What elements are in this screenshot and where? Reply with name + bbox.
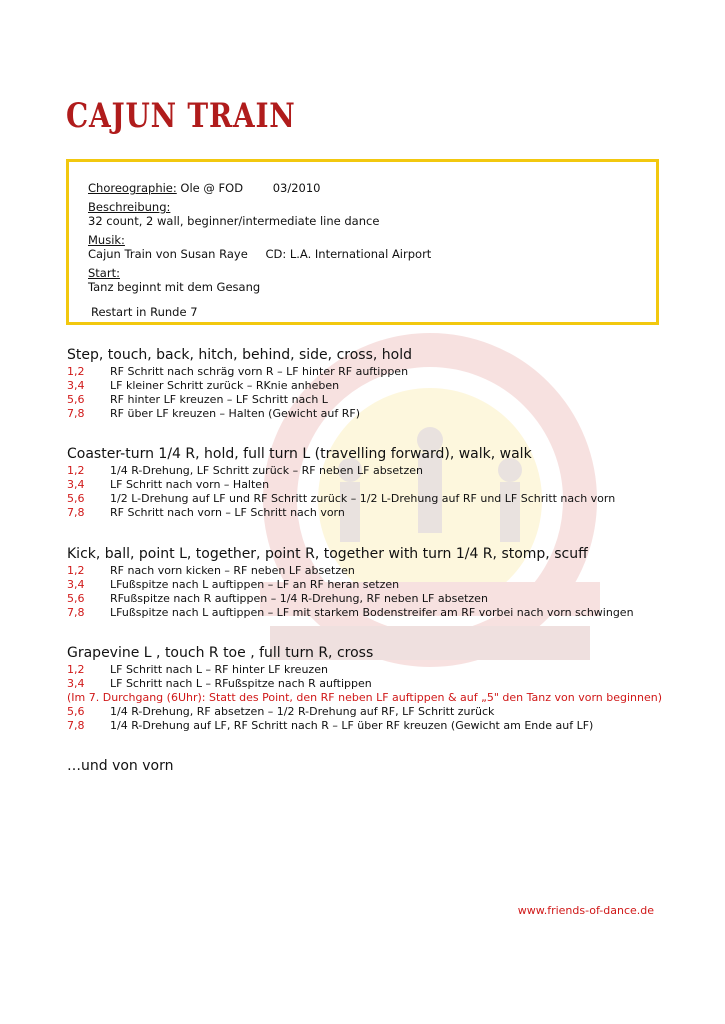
choreography-row xyxy=(88,181,321,195)
step-count: 3,4 xyxy=(67,677,85,690)
step-row xyxy=(67,407,707,421)
step-text: 1/4 R-Drehung, RF absetzen – 1/2 R-Drehung auf RF, LF Schritt zurück xyxy=(110,705,495,718)
website-link[interactable]: www.friends-of-dance.de xyxy=(517,904,654,917)
step-text: LF Schritt nach vorn – Halten xyxy=(110,478,270,491)
start-value: Tanz beginnt mit dem Gesang xyxy=(88,280,261,294)
step-text: RF nach vorn kicken – RF neben LF absetzen xyxy=(110,564,355,577)
step-row xyxy=(67,393,707,407)
music-label: Musik: xyxy=(88,233,125,247)
step-count: 7,8 xyxy=(67,407,85,420)
info-box xyxy=(66,159,659,325)
step-row xyxy=(67,379,707,393)
step-count: 3,4 xyxy=(67,379,85,392)
restart-instruction: (Im 7. Durchgang (6Uhr): Statt des Point, den RF neben LF auftippen & auf „5" den Tanz von vorn beginnen) xyxy=(67,691,662,704)
step-section-1 xyxy=(67,346,707,421)
choreography-label: Choreographie: xyxy=(88,181,177,195)
step-row xyxy=(67,592,707,606)
step-text: LFußspitze nach L auftippen – LF an RF heran setzen xyxy=(110,578,400,591)
step-text: LF Schritt nach L – RF hinter LF kreuzen xyxy=(110,663,328,676)
step-row xyxy=(67,663,707,677)
step-section-4 xyxy=(67,644,707,733)
step-text: LF kleiner Schritt zurück – RKnie anheben xyxy=(110,379,340,392)
step-section-3 xyxy=(67,545,707,620)
step-text: RF Schritt nach schräg vorn R – LF hinter RF auftippen xyxy=(110,365,409,378)
section-heading: Grapevine L , touch R toe , full turn R, cross xyxy=(67,645,374,661)
step-text: RF hinter LF kreuzen – LF Schritt nach L xyxy=(110,393,328,406)
step-row xyxy=(67,578,707,592)
step-row xyxy=(67,506,707,520)
music-label-row xyxy=(88,233,125,247)
description-value: 32 count, 2 wall, beginner/intermediate line dance xyxy=(88,214,380,228)
step-text: 1/2 L-Drehung auf LF und RF Schritt zurück – 1/2 L-Drehung auf RF und LF Schritt nach vorn xyxy=(110,492,616,505)
music-cd: CD: L.A. International Airport xyxy=(265,247,432,261)
step-row xyxy=(67,705,707,719)
step-text: LFußspitze nach L auftippen – LF mit starkem Bodenstreifer am RF vorbei nach vorn schwingen xyxy=(110,606,634,619)
music-value: Cajun Train von Susan Raye xyxy=(88,247,248,261)
dance-title: CAJUN TRAIN xyxy=(66,96,296,136)
step-count: 1,2 xyxy=(67,564,85,577)
step-count: 7,8 xyxy=(67,606,85,619)
restart-note: Restart in Runde 7 xyxy=(91,305,198,319)
step-row xyxy=(67,677,707,691)
step-count: 5,6 xyxy=(67,492,85,505)
step-row xyxy=(67,564,707,578)
step-count: 5,6 xyxy=(67,393,85,406)
step-text: 1/4 R-Drehung, LF Schritt zurück – RF neben LF absetzen xyxy=(110,464,424,477)
step-text: RF über LF kreuzen – Halten (Gewicht auf RF) xyxy=(110,407,360,420)
description-label: Beschreibung: xyxy=(88,200,171,214)
step-text: LF Schritt nach L – RFußspitze nach R auftippen xyxy=(110,677,372,690)
step-section-2 xyxy=(67,445,707,520)
step-count: 3,4 xyxy=(67,478,85,491)
step-text: 1/4 R-Drehung auf LF, RF Schritt nach R – LF über RF kreuzen (Gewicht am Ende auf LF) xyxy=(110,719,594,732)
step-count: 3,4 xyxy=(67,578,85,591)
step-text: RF Schritt nach vorn – LF Schritt nach vorn xyxy=(110,506,345,519)
step-row xyxy=(67,719,707,733)
step-count: 7,8 xyxy=(67,719,85,732)
description-label-row xyxy=(88,200,170,214)
step-count: 5,6 xyxy=(67,705,85,718)
step-count: 1,2 xyxy=(67,464,85,477)
section-heading: Step, touch, back, hitch, behind, side, cross, hold xyxy=(67,347,412,363)
step-count: 1,2 xyxy=(67,365,85,378)
step-count: 5,6 xyxy=(67,592,85,605)
start-label-row xyxy=(88,266,120,280)
music-row xyxy=(88,247,431,261)
start-label: Start: xyxy=(88,266,120,280)
section-heading: Coaster-turn 1/4 R, hold, full turn L (travelling forward), walk, walk xyxy=(67,446,532,462)
step-count: 1,2 xyxy=(67,663,85,676)
step-row xyxy=(67,492,707,506)
step-text: RFußspitze nach R auftippen – 1/4 R-Drehung, RF neben LF absetzen xyxy=(110,592,488,605)
step-row xyxy=(67,464,707,478)
choreography-date: 03/2010 xyxy=(272,181,321,195)
step-row xyxy=(67,365,707,379)
outro-text: …und von vorn xyxy=(67,758,174,774)
choreography-value: Ole @ FOD xyxy=(180,181,244,195)
step-count: 7,8 xyxy=(67,506,85,519)
section-heading: Kick, ball, point L, together, point R, together with turn 1/4 R, stomp, scuff xyxy=(67,546,588,562)
step-row xyxy=(67,606,707,620)
step-row xyxy=(67,478,707,492)
